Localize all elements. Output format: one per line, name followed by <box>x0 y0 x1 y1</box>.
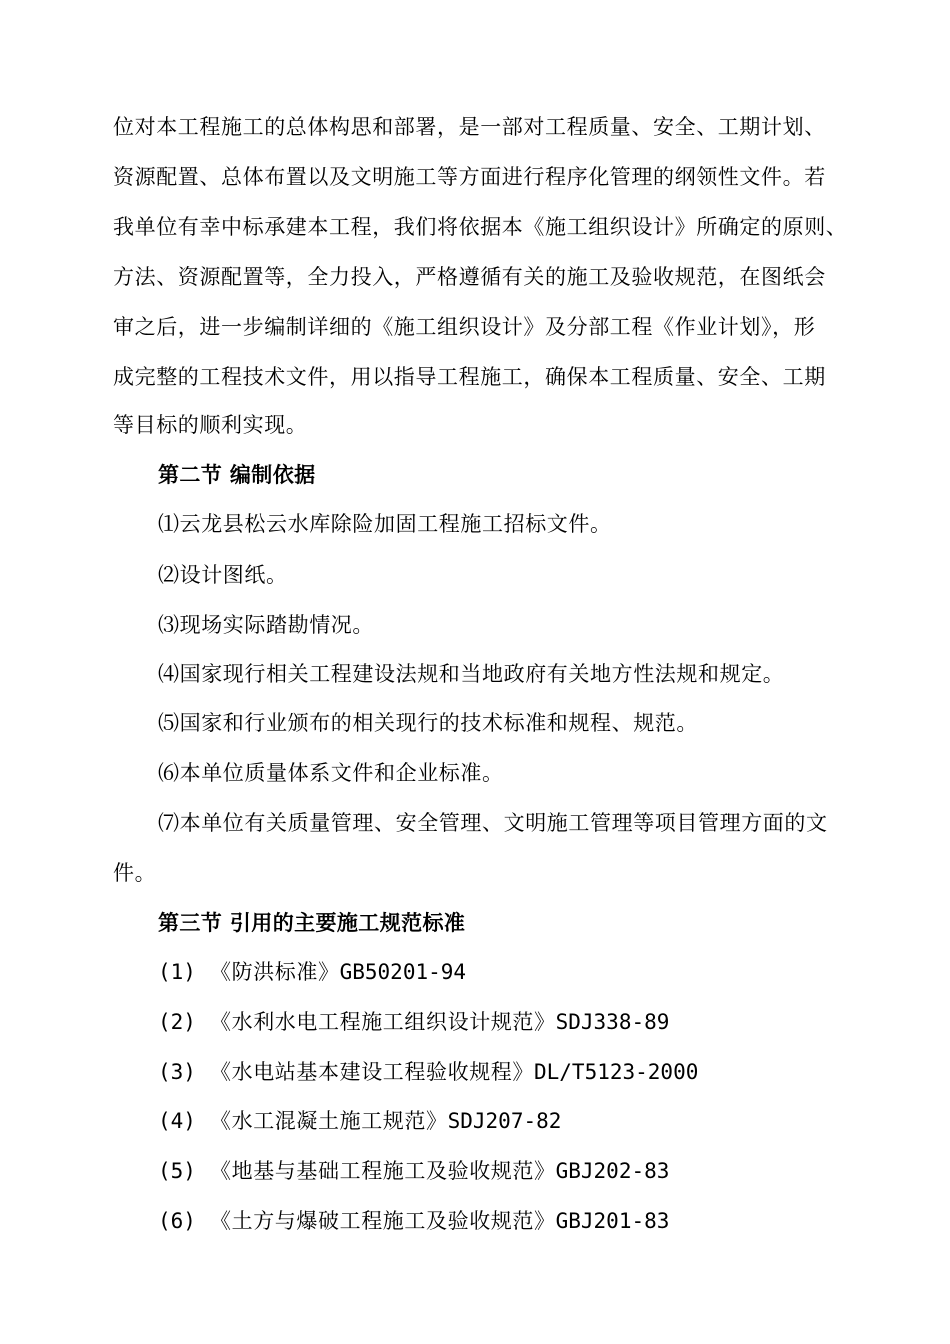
list-item: ⑹本单位质量体系文件和企业标准。 <box>158 761 504 785</box>
reference-title: 《土方与爆破工程施工及验收规范》 <box>210 1209 556 1233</box>
section-heading: 第二节 编制依据 <box>158 463 316 487</box>
reference-code: GBJ201-83 <box>555 1209 670 1233</box>
list-item: ⑵设计图纸。 <box>158 563 288 587</box>
list-item: ⑴云龙县松云水库除险加固工程施工招标文件。 <box>158 512 612 536</box>
reference-number: (1) <box>158 960 196 984</box>
reference-item <box>158 1007 669 1037</box>
reference-item <box>158 1206 669 1236</box>
reference-number: (3) <box>158 1060 196 1084</box>
reference-title: 《地基与基础工程施工及验收规范》 <box>210 1159 556 1183</box>
list-item: ⑶现场实际踏勘情况。 <box>158 613 374 637</box>
reference-item <box>158 1156 669 1186</box>
list-item: ⑸国家和行业颁布的相关现行的技术标准和规程、规范。 <box>158 711 698 735</box>
reference-code: GBJ202-83 <box>555 1159 670 1183</box>
reference-number: (6) <box>158 1209 196 1233</box>
paragraph-line: 等目标的顺利实现。 <box>113 413 308 437</box>
paragraph-line: 审之后，进一步编制详细的《施工组织设计》及分部工程《作业计划》，形 <box>113 315 816 339</box>
list-item: ⑷国家现行相关工程建设法规和当地政府有关地方性法规和规定。 <box>158 662 785 686</box>
reference-code: SDJ338-89 <box>555 1010 670 1034</box>
reference-item <box>158 1057 698 1087</box>
reference-number: (4) <box>158 1109 196 1133</box>
section-heading: 第三节 引用的主要施工规范标准 <box>158 911 466 935</box>
list-item-continuation: 件。 <box>113 861 157 885</box>
paragraph-line: 位对本工程施工的总体构思和部署，是一部对工程质量、安全、工期计划、 <box>113 115 826 139</box>
reference-title: 《防洪标准》 <box>210 960 340 984</box>
reference-item <box>158 1106 561 1136</box>
reference-number: (2) <box>158 1010 196 1034</box>
paragraph-line: 方法、资源配置等，全力投入，严格遵循有关的施工及验收规范，在图纸会 <box>113 265 826 289</box>
reference-code: GB50201-94 <box>339 960 467 984</box>
paragraph-line: 资源配置、总体布置以及文明施工等方面进行程序化管理的纲领性文件。若 <box>113 165 826 189</box>
reference-number: (5) <box>158 1159 196 1183</box>
paragraph-line: 成完整的工程技术文件，用以指导工程施工，确保本工程质量、安全、工期 <box>113 365 826 389</box>
paragraph-line: 我单位有幸中标承建本工程，我们将依据本《施工组织设计》所确定的原则、 <box>113 215 848 239</box>
reference-title: 《水利水电工程施工组织设计规范》 <box>210 1010 556 1034</box>
reference-item <box>158 957 466 987</box>
reference-code: DL/T5123-2000 <box>534 1060 699 1084</box>
reference-title: 《水电站基本建设工程验收规程》 <box>210 1060 534 1084</box>
list-item: ⑺本单位有关质量管理、安全管理、文明施工管理等项目管理方面的文 <box>158 811 828 835</box>
reference-title: 《水工混凝土施工规范》 <box>210 1109 448 1133</box>
reference-code: SDJ207-82 <box>447 1109 562 1133</box>
